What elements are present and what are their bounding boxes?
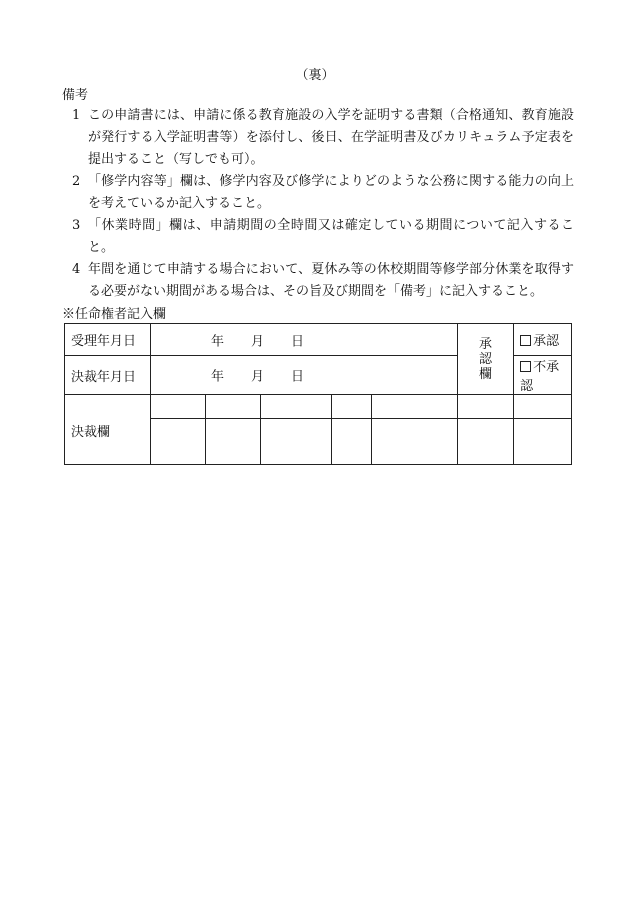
decision-title-cell[interactable] bbox=[261, 395, 332, 419]
note-number: 4 bbox=[72, 262, 81, 277]
decision-seal-cell[interactable] bbox=[458, 419, 514, 465]
decision-title-cell[interactable] bbox=[206, 395, 261, 419]
decided-date-field[interactable] bbox=[151, 356, 458, 395]
remarks-list bbox=[62, 105, 574, 303]
approve-option-label: 承認 bbox=[533, 334, 560, 349]
remarks-heading: 備考 bbox=[62, 88, 89, 103]
note-number: 2 bbox=[72, 174, 81, 189]
decision-seal-cell[interactable] bbox=[372, 419, 458, 465]
checkbox-icon[interactable] bbox=[520, 361, 531, 372]
decision-seal-cell[interactable] bbox=[151, 419, 206, 465]
decision-seal-cell[interactable] bbox=[261, 419, 332, 465]
decision-title-cell[interactable] bbox=[458, 395, 514, 419]
year-unit: 年 bbox=[211, 334, 225, 349]
approval-column-label: 承 認 欄 bbox=[458, 324, 514, 395]
day-unit: 日 bbox=[291, 334, 305, 349]
decision-title-cell[interactable] bbox=[151, 395, 206, 419]
note-item bbox=[62, 171, 574, 215]
note-number: 1 bbox=[72, 108, 81, 123]
checkbox-icon[interactable] bbox=[520, 335, 531, 346]
note-text: 「修学内容等」欄は、修学内容及び修学によりどのような公務に関する能力の向上を考えているか記入すること。 bbox=[88, 174, 574, 211]
reject-option[interactable] bbox=[514, 356, 572, 395]
decided-date-label: 決裁年月日 bbox=[65, 356, 151, 395]
note-text: 年間を通じて申請する場合において、夏休み等の休校期間等修学部分休業を取得する必要がない期間がある場合は、その旨及び期間を「備考」に記入すること。 bbox=[88, 262, 574, 299]
received-date-field[interactable] bbox=[151, 324, 458, 356]
note-text: 「休業時間」欄は、申請期間の全時間又は確定している期間について記入すること。 bbox=[88, 218, 574, 255]
note-item bbox=[62, 215, 574, 259]
month-unit: 月 bbox=[251, 334, 265, 349]
appointer-section-heading: ※任命権者記入欄 bbox=[62, 307, 167, 322]
note-number: 3 bbox=[72, 218, 81, 233]
note-item bbox=[62, 105, 574, 171]
appointer-entry-table bbox=[64, 323, 572, 465]
decision-column-label: 決裁欄 bbox=[65, 395, 151, 465]
decision-title-cell[interactable] bbox=[372, 395, 458, 419]
note-item bbox=[62, 259, 574, 303]
decision-seal-cell[interactable] bbox=[514, 419, 572, 465]
page-title: （裏） bbox=[295, 68, 335, 83]
approve-option[interactable] bbox=[514, 324, 572, 356]
decision-title-cell[interactable] bbox=[332, 395, 372, 419]
day-unit: 日 bbox=[291, 369, 305, 385]
decision-seal-cell[interactable] bbox=[332, 419, 372, 465]
note-text: この申請書には、申請に係る教育施設の入学を証明する書類（合格通知、教育施設が発行する入学証明書等）を添付し、後日、在学証明書及びカリキュラム予定表を提出すること（写しでも可）。 bbox=[88, 108, 574, 167]
year-unit: 年 bbox=[211, 369, 225, 385]
decision-title-cell[interactable] bbox=[514, 395, 572, 419]
reject-option-label: 不承認 bbox=[520, 360, 560, 394]
decision-seal-cell[interactable] bbox=[206, 419, 261, 465]
month-unit: 月 bbox=[251, 369, 265, 385]
received-date-label: 受理年月日 bbox=[65, 324, 151, 356]
